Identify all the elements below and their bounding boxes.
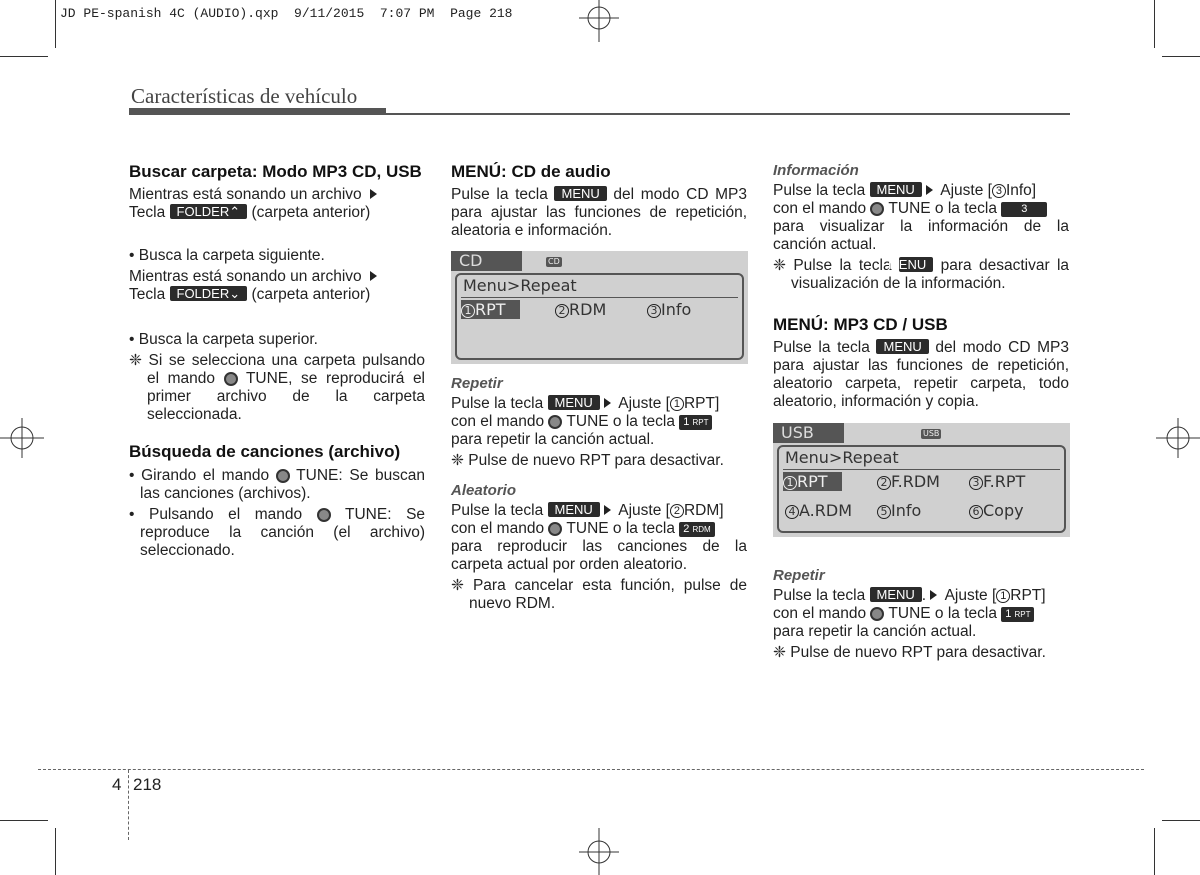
heading-menu-cd-audio: MENÚ: CD de audio xyxy=(451,162,611,181)
column-2-lower xyxy=(451,375,747,613)
lcd-option-rpt xyxy=(783,472,842,491)
paragraph xyxy=(451,395,747,449)
menu-key: MENU xyxy=(548,502,600,517)
column-1 xyxy=(129,162,425,560)
text: para desactivar la visualización de la información. xyxy=(791,257,1070,292)
lcd-num: 2 xyxy=(555,304,569,318)
lcd-tab: CD xyxy=(451,251,522,271)
text: con el mando xyxy=(773,200,867,217)
text: Ajuste [ xyxy=(940,182,992,199)
lcd-num: 3 xyxy=(969,476,983,490)
bullet: • Busca la carpeta siguiente. xyxy=(129,247,325,264)
text: Mientras está sonando un archivo xyxy=(129,186,362,203)
bullet: • Busca la carpeta superior. xyxy=(129,331,318,348)
text: para repetir la canción actual. xyxy=(451,431,655,448)
text: A.RDM xyxy=(799,501,852,520)
text: para repetir la canción actual. xyxy=(773,623,977,640)
text: con el mando xyxy=(451,413,545,430)
circled-number: 2 xyxy=(670,504,684,518)
tune-knob-icon xyxy=(317,508,331,522)
paragraph xyxy=(129,186,425,222)
text: TUNE o la tecla xyxy=(566,520,675,537)
text: Pulse la tecla xyxy=(451,502,544,519)
text: (carpeta anterior) xyxy=(251,286,371,303)
play-arrow-icon xyxy=(930,590,937,600)
text: Tecla xyxy=(129,204,166,221)
text: Info] xyxy=(1005,182,1037,199)
heading-busqueda-canciones: Búsqueda de canciones (archivo) xyxy=(129,442,401,461)
crop-mark xyxy=(1154,0,1155,48)
crop-mark xyxy=(1162,56,1200,57)
text: Ajuste [ xyxy=(944,587,997,604)
text: Pulse la tecla xyxy=(773,182,866,199)
folder-down-key xyxy=(170,286,248,301)
text: TUNE o la tecla xyxy=(888,200,997,217)
text: Pulse la tecla xyxy=(451,186,548,203)
text: TUNE, se reproducirá el primer archivo de la carpeta seleccionada. xyxy=(147,370,426,423)
key-label: RDM xyxy=(692,525,711,534)
text: Pulse la tecla xyxy=(451,395,544,412)
note xyxy=(773,257,1069,293)
text: con el mando xyxy=(451,520,545,537)
text: Info xyxy=(661,300,692,319)
registration-mark-top xyxy=(574,0,624,42)
lcd-usb-badge: USB xyxy=(923,429,940,438)
text: Tecla xyxy=(129,286,166,303)
text: TUNE: Se reproduce la canción (el archivo) seleccionado. xyxy=(140,506,426,559)
note: ❈ Para cancelar esta función, pulse de nuevo RDM. xyxy=(451,577,747,612)
column-3-lower xyxy=(773,567,1069,662)
subheading-repetir: Repetir xyxy=(451,375,503,392)
text: Ajuste [ xyxy=(618,395,670,412)
play-arrow-icon xyxy=(370,271,377,281)
text: del modo CD MP3 para ajustar las funciones de repetición, aleatoria e información. xyxy=(451,186,748,239)
crop-mark xyxy=(0,820,48,821)
menu-key: MENU xyxy=(870,587,922,602)
lcd-panel xyxy=(777,445,1066,533)
play-arrow-icon xyxy=(926,185,933,195)
menu-key: MENU xyxy=(554,186,606,201)
text: Mientras está sonando un archivo xyxy=(129,268,362,285)
menu-key: MENU xyxy=(548,395,600,410)
lcd-rule xyxy=(461,297,738,298)
column-3 xyxy=(773,162,1069,411)
text: (carpeta anterior) xyxy=(251,204,371,221)
text: Copy xyxy=(983,501,1024,520)
text: F.RDM xyxy=(891,472,940,491)
crop-mark xyxy=(55,0,56,48)
chapter-number: 4 xyxy=(112,775,122,794)
paragraph xyxy=(451,186,747,240)
circled-number: 1 xyxy=(996,589,1010,603)
bullet xyxy=(129,506,425,560)
lcd-num: 2 xyxy=(877,476,891,490)
registration-mark-bottom xyxy=(574,828,624,875)
key-label: RPT xyxy=(692,418,709,427)
footer-divider xyxy=(128,770,129,840)
menu-key: MENU xyxy=(899,257,933,272)
tune-knob-icon xyxy=(870,202,884,216)
lcd-option-rdm xyxy=(555,300,606,319)
note: ❈ Pulse de nuevo RPT para desactivar. xyxy=(451,452,724,469)
chevron-down-icon: ⌄ xyxy=(229,286,241,301)
lcd-cd-repeat-screen xyxy=(451,251,748,364)
paragraph xyxy=(773,339,1069,411)
lcd-option-rpt xyxy=(461,300,520,319)
crop-mark xyxy=(55,828,56,875)
registration-mark-right xyxy=(1156,416,1200,460)
key-label: RPT xyxy=(1014,610,1031,619)
text: Pulse la tecla xyxy=(773,587,866,604)
lcd-num: 1 xyxy=(461,304,475,318)
crop-mark xyxy=(1154,828,1155,875)
tune-knob-icon xyxy=(870,607,884,621)
paragraph xyxy=(773,182,1069,254)
print-slug: JD PE-spanish 4C (AUDIO).qxp 9/11/2015 7:07 PM Page 218 xyxy=(60,6,513,21)
lcd-usb-repeat-screen xyxy=(773,423,1070,537)
lcd-cd-badge: CD xyxy=(548,257,560,266)
subheading-repetir: Repetir xyxy=(773,567,825,584)
tune-knob-icon xyxy=(276,469,290,483)
text: para reproducir las canciones de la carpeta actual por orden aleatorio. xyxy=(451,538,747,573)
section-title: Características de vehículo xyxy=(131,84,358,108)
key-num: 1 xyxy=(1005,608,1012,620)
tune-knob-icon xyxy=(548,522,562,536)
menu-key: MENU xyxy=(876,339,928,354)
subheading-informacion: Información xyxy=(773,162,859,179)
heading-buscar-carpeta: Buscar carpeta: Modo MP3 CD, USB xyxy=(129,162,422,181)
footer-rule xyxy=(38,769,1144,770)
lcd-num: 3 xyxy=(647,304,661,318)
circled-number: 3 xyxy=(992,184,1006,198)
registration-mark-left xyxy=(0,416,44,460)
key-num: 1 xyxy=(683,416,690,428)
key-label: FOLDER xyxy=(176,204,230,219)
lcd-option-info xyxy=(647,300,691,319)
lcd-rule xyxy=(783,469,1060,470)
text: TUNE: Se buscan las canciones (archivos). xyxy=(140,467,425,502)
rpt-key xyxy=(679,415,712,430)
column-2 xyxy=(451,162,747,240)
heading-menu-mp3-usb: MENÚ: MP3 CD / USB xyxy=(773,315,948,334)
crop-mark xyxy=(1162,820,1200,821)
text: RDM] xyxy=(683,502,724,519)
lcd-tab: USB xyxy=(773,423,844,443)
text: TUNE o la tecla xyxy=(888,605,997,622)
text: • Pulsando el mando xyxy=(129,506,303,523)
text: Pulse la tecla xyxy=(773,339,870,356)
crop-mark xyxy=(0,56,48,57)
note xyxy=(129,352,425,424)
lcd-num: 1 xyxy=(783,476,797,490)
text: F.RPT xyxy=(983,472,1026,491)
paragraph xyxy=(773,587,1069,641)
text: RDM xyxy=(569,300,607,319)
text: • Girando el mando xyxy=(129,467,270,484)
lcd-option-frdm xyxy=(877,472,940,491)
bullet xyxy=(129,467,425,503)
lcd-num: 6 xyxy=(969,505,983,519)
text: del modo CD MP3 para ajustar las funciones de repetición, aleatorio carpeta, repetir carpeta, todo aleatorio, información y copia. xyxy=(773,339,1070,410)
rdm-key xyxy=(679,522,714,537)
text: RPT] xyxy=(683,395,720,412)
text: Info xyxy=(891,501,922,520)
text: TUNE o la tecla xyxy=(566,413,675,430)
text: para visualizar la información de la canción actual. xyxy=(773,218,1069,253)
circled-number: 1 xyxy=(670,397,684,411)
text: RPT] xyxy=(1010,587,1046,604)
text: RPT xyxy=(475,300,506,319)
rpt-key xyxy=(1001,607,1034,622)
menu-key: MENU xyxy=(870,182,922,197)
text: . xyxy=(921,587,927,604)
lcd-num: 5 xyxy=(877,505,891,519)
lcd-option-info xyxy=(877,501,921,520)
subheading-aleatorio: Aleatorio xyxy=(451,482,517,499)
play-arrow-icon xyxy=(370,189,377,199)
header-rule xyxy=(386,113,1070,115)
lcd-option-copy xyxy=(969,501,1024,520)
text: Ajuste [ xyxy=(618,502,670,519)
lcd-path: Menu>Repeat xyxy=(785,448,899,467)
info-3-key: 3 xyxy=(1001,202,1047,217)
play-arrow-icon xyxy=(604,505,611,515)
text: con el mando xyxy=(773,605,867,622)
folder-up-key xyxy=(170,204,248,219)
chevron-up-icon: ⌃ xyxy=(229,204,241,219)
key-num: 2 xyxy=(683,523,690,535)
tune-knob-icon xyxy=(548,415,562,429)
paragraph xyxy=(451,502,747,574)
tune-knob-icon xyxy=(224,372,238,386)
lcd-option-ardm xyxy=(785,501,852,520)
note: ❈ Pulse de nuevo RPT para desactivar. xyxy=(773,644,1046,661)
lcd-option-frpt xyxy=(969,472,1025,491)
text: ❈ Pulse la tecla xyxy=(773,257,892,274)
play-arrow-icon xyxy=(604,398,611,408)
text: ❈ Si se selecciona una carpeta pulsando el mando xyxy=(129,352,425,387)
lcd-num: 4 xyxy=(785,505,799,519)
paragraph xyxy=(129,268,425,304)
key-label: FOLDER xyxy=(176,286,230,301)
text: RPT xyxy=(797,472,828,491)
header-bar xyxy=(129,108,386,115)
lcd-panel xyxy=(455,273,744,360)
page-number: 218 xyxy=(133,775,162,794)
lcd-path: Menu>Repeat xyxy=(463,276,577,295)
